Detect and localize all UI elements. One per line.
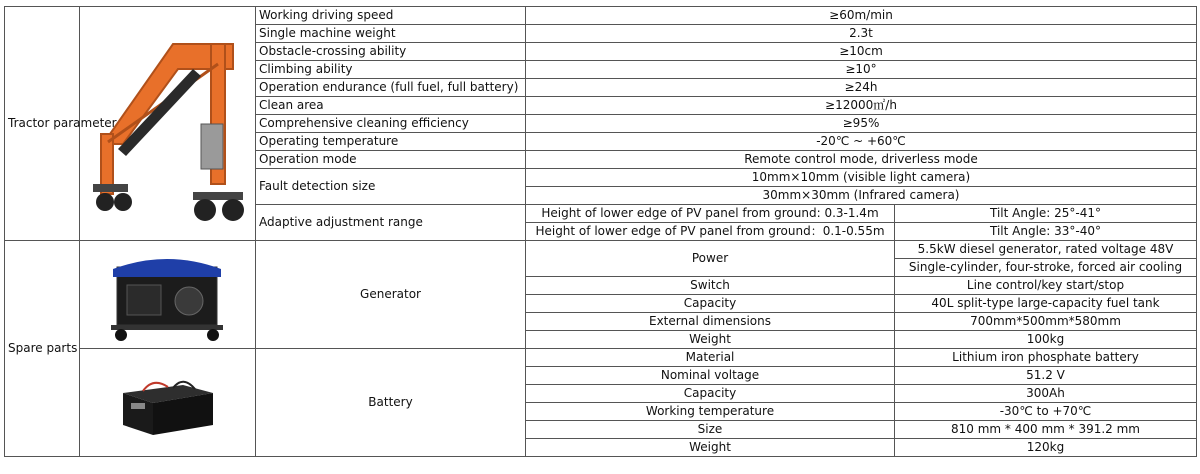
param-value: Single-cylinder, four-stroke, forced air cooling (895, 259, 1197, 277)
spare-parts-section-label: Spare parts (5, 241, 80, 457)
table-row (5, 241, 1197, 259)
param-name: Working temperature (526, 403, 895, 421)
param-name: Weight (526, 439, 895, 457)
param-value: ≥24h (526, 79, 1197, 97)
param-value: 700mm*500mm*580mm (895, 313, 1197, 331)
param-name: Operation endurance (full fuel, full battery) (256, 79, 526, 97)
param-name: Operation mode (256, 151, 526, 169)
param-name: Fault detection size (256, 169, 526, 205)
param-value: 100kg (895, 331, 1197, 349)
battery-label: Battery (256, 349, 526, 457)
param-value: Lithium iron phosphate battery (895, 349, 1197, 367)
tractor-section-label: Tractor parameter (5, 7, 80, 241)
param-value: Tilt Angle: 25°-41° (895, 205, 1197, 223)
param-value: -30℃ to +70℃ (895, 403, 1197, 421)
param-value: ≥10cm (526, 43, 1197, 61)
param-value: ≥95% (526, 115, 1197, 133)
param-name: Switch (526, 277, 895, 295)
param-name: Power (526, 241, 895, 277)
param-value: 5.5kW diesel generator, rated voltage 48V (895, 241, 1197, 259)
param-value: ≥12000㎡/h (526, 97, 1197, 115)
generator-label: Generator (256, 241, 526, 349)
param-name: Single machine weight (256, 25, 526, 43)
param-name: Adaptive adjustment range (256, 205, 526, 241)
table-row (5, 349, 1197, 367)
table-row (5, 7, 1197, 25)
param-value: Line control/key start/stop (895, 277, 1197, 295)
param-value: 2.3t (526, 25, 1197, 43)
param-value: 51.2 V (895, 367, 1197, 385)
generator-image (80, 241, 256, 349)
param-name: External dimensions (526, 313, 895, 331)
param-value: 10mm×10mm (visible light camera) (526, 169, 1197, 187)
spec-table (4, 6, 1197, 457)
param-value: Remote control mode, driverless mode (526, 151, 1197, 169)
param-name: Comprehensive cleaning efficiency (256, 115, 526, 133)
param-value: 300Ah (895, 385, 1197, 403)
generator-illustration (103, 247, 233, 343)
param-value: Height of lower edge of PV panel from ground：0.1-0.55m (526, 223, 895, 241)
param-name: Climbing ability (256, 61, 526, 79)
param-value: Height of lower edge of PV panel from ground: 0.3-1.4m (526, 205, 895, 223)
param-value: ≥10° (526, 61, 1197, 79)
param-name: Capacity (526, 385, 895, 403)
param-value: 30mm×30mm (Infrared camera) (526, 187, 1197, 205)
battery-image (80, 349, 256, 457)
param-name: Clean area (256, 97, 526, 115)
param-name: Obstacle-crossing ability (256, 43, 526, 61)
param-value: Tilt Angle: 33°-40° (895, 223, 1197, 241)
battery-illustration (113, 363, 223, 443)
param-value: 120kg (895, 439, 1197, 457)
param-name: Material (526, 349, 895, 367)
param-value: 810 mm * 400 mm * 391.2 mm (895, 421, 1197, 439)
param-name: Size (526, 421, 895, 439)
param-name: Operating temperature (256, 133, 526, 151)
param-value: ≥60m/min (526, 7, 1197, 25)
param-name: Weight (526, 331, 895, 349)
param-name: Working driving speed (256, 7, 526, 25)
param-name: Capacity (526, 295, 895, 313)
param-name: Nominal voltage (526, 367, 895, 385)
param-value: 40L split-type large-capacity fuel tank (895, 295, 1197, 313)
param-value: -20℃ ~ +60℃ (526, 133, 1197, 151)
